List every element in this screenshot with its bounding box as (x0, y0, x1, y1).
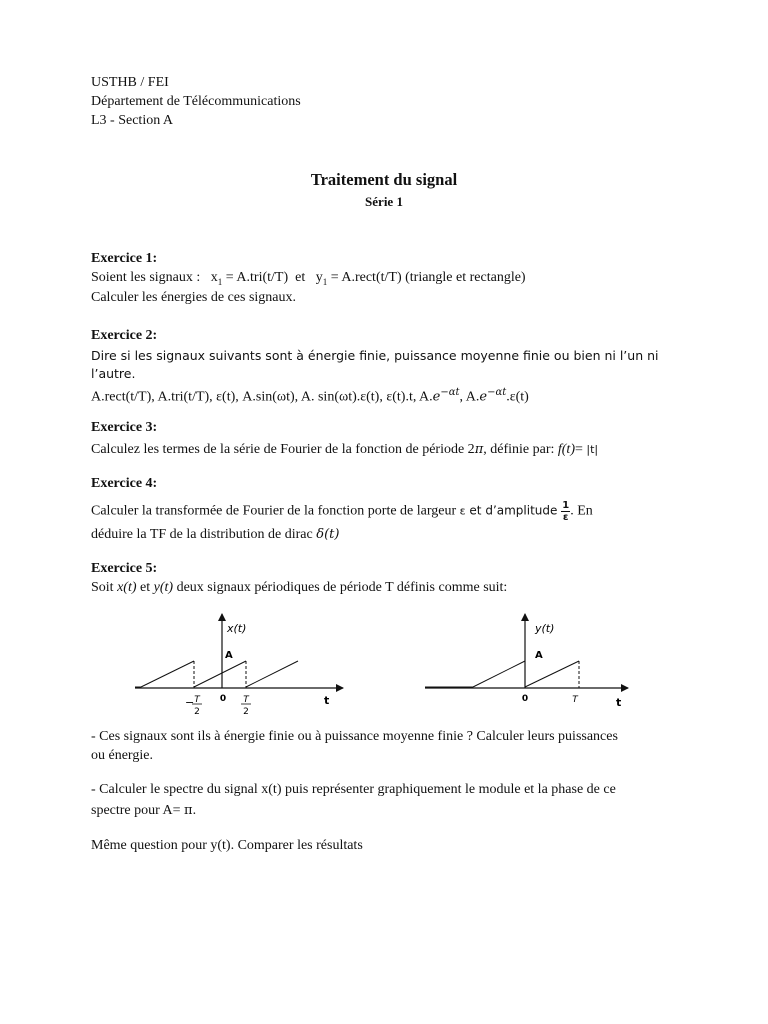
institution-line: USTHB / FEI (91, 75, 169, 90)
exercise-1-line-2: Calculer les énergies de ces signaux. (91, 290, 297, 305)
exercise-3-heading: Exercice 3: (91, 420, 158, 435)
time-axis-label: t (616, 696, 622, 709)
document-subtitle: Série 1 (365, 194, 403, 209)
department-line: Département de Télécommunications (91, 94, 301, 109)
sawtooth-graph-y (415, 608, 645, 720)
amplitude-label: A (535, 650, 543, 661)
neg-half-period-num: T (194, 695, 200, 705)
exercise-5-line-1: Soit x(t) et y(t) deux signaux périodiques de période T définis comme suit: (91, 580, 508, 595)
exercise-2-line-1: Dire si les signaux suivants sont à énergie finie, puissance moyenne finie ou bien ni l’un ni (91, 348, 659, 363)
exercise-5-question-2-line-2: spectre pour A= π. (91, 803, 197, 818)
one-over-epsilon-fraction: $\frac{1}{\varepsilon}$ (562, 500, 570, 523)
exercise-3-line-1: Calculez les termes de la série de Fourier de la fonction de période 2π, définie par: f(t)= |t| (91, 442, 599, 457)
amplitude-label: A (225, 650, 233, 661)
origin-label: 0 (521, 694, 529, 704)
section-line: L3 - Section A (91, 113, 174, 128)
ramp-2 (525, 661, 579, 687)
exercise-5-question-1-line-2: ou énergie. (91, 748, 153, 763)
ramp-1 (141, 661, 194, 687)
y-axis-label: y(t) (535, 622, 555, 635)
exercise-1-line-1: Soient les signaux : $x_1 = A.tri(t/T)$ et $y_1$ = A.rect(t/T) (triangle et rectangle) (91, 270, 526, 287)
exercise-4-heading: Exercice 4: (91, 476, 158, 491)
minus-sign: − (185, 696, 195, 709)
document-title: Traitement du signal (310, 170, 458, 189)
exercise-1-heading: Exercice 1: (91, 251, 158, 266)
time-axis-label: t (324, 694, 330, 707)
pos-half-period-num: T (243, 695, 249, 705)
exercise-2-heading: Exercice 2: (91, 328, 158, 343)
exercise-5-question-1-line-1: - Ces signaux sont ils à énergie finie ou à puissance moyenne finie ? Calculer leurs puissances (91, 729, 618, 744)
neg-half-period-den: 2 (194, 707, 200, 717)
y-axis-label: x(t) (227, 622, 247, 635)
pos-half-period-den: 2 (243, 707, 249, 717)
origin-label: 0 (219, 694, 227, 704)
exercise-2-signal-list: A.rect(t/T), A.tri(t/T), ε(t), A.sin(ωt), A. sin(ωt).ε(t), ε(t).t, $A.e^{-\alpha t}$, $A.e^{-\alpha t}.\varepsilon(t)$ (91, 387, 529, 405)
ramp-2 (194, 661, 246, 687)
exercise-4-line-2: déduire la TF de la distribution de dirac δ(t) (91, 527, 340, 542)
exercise-5-question-2-line-1: - Calculer le spectre du signal x(t) puis représenter graphiquement le module et la phase de ce (91, 782, 616, 797)
period-label: T (572, 695, 578, 705)
ramp-1 (473, 661, 525, 687)
exercise-5-question-3: Même question pour y(t). Comparer les résultats (91, 838, 363, 853)
ramp-3 (246, 661, 298, 687)
exercise-4-line-1: Calculer la transformée de Fourier de la fonction porte de largeur ε et d’amplitude $\frac{1}{\varepsilon}$ . En (91, 500, 593, 523)
exercise-5-heading: Exercice 5: (91, 561, 158, 576)
exercise-2-line-2: l’autre. (91, 366, 136, 381)
sawtooth-graph-x (125, 608, 365, 720)
